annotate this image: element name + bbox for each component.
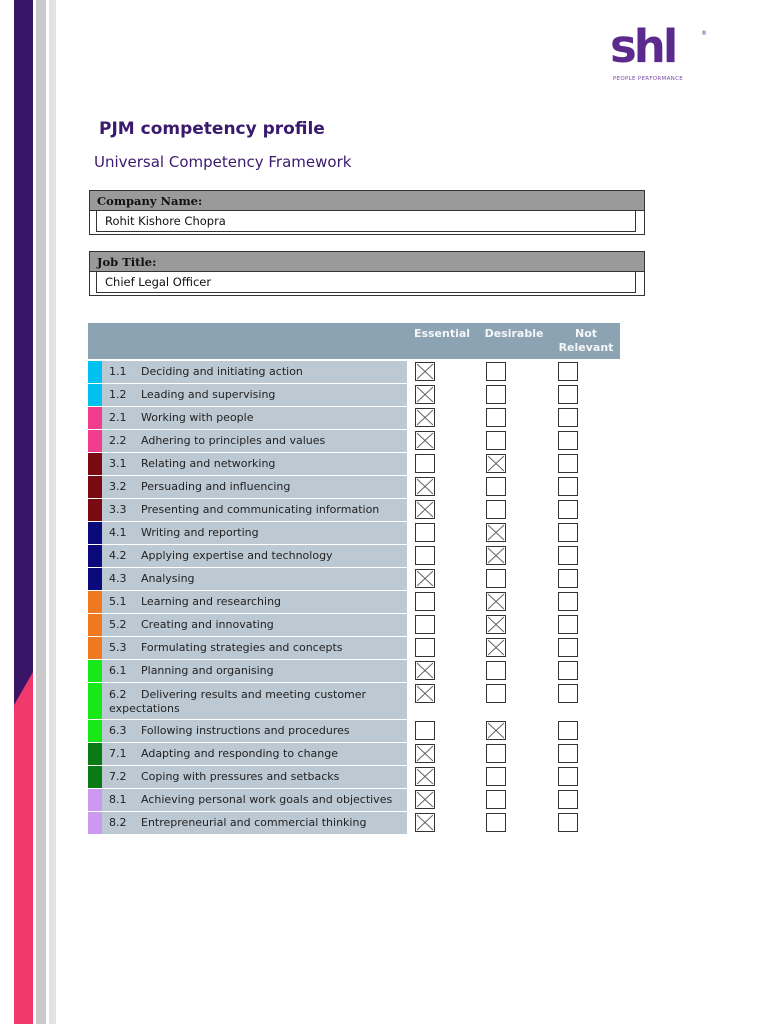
checked-cross-icon: [416, 432, 434, 449]
competency-name: Creating and innovating: [141, 618, 274, 631]
competency-name: Learning and researching: [141, 595, 282, 608]
competency-name: Formulating strategies and concepts: [141, 641, 343, 654]
checkbox-desirable[interactable]: [486, 744, 506, 763]
competency-name: Achieving personal work goals and objectives: [141, 793, 393, 806]
checked-cross-icon: [416, 745, 434, 762]
competency-label: [109, 641, 343, 655]
competency-row: [88, 660, 407, 682]
checked-cross-icon: [416, 768, 434, 785]
checkbox-essential[interactable]: [415, 454, 435, 473]
competency-cluster-color: [88, 591, 102, 613]
checkbox-not-relevant[interactable]: [558, 454, 578, 473]
checkbox-essential[interactable]: [415, 362, 435, 381]
checkbox-essential[interactable]: [415, 615, 435, 634]
competency-cluster-color: [88, 430, 102, 452]
checkbox-desirable[interactable]: [486, 362, 506, 381]
competency-number: 6.3: [109, 724, 127, 737]
competency-label: [109, 457, 275, 471]
competency-label: [109, 434, 325, 448]
competency-label: [109, 411, 253, 425]
checked-cross-icon: [416, 501, 434, 518]
competency-row: [88, 453, 407, 475]
checkbox-essential[interactable]: [415, 813, 435, 832]
checkbox-desirable[interactable]: [486, 523, 506, 542]
company-name-value[interactable]: Rohit Kishore Chopra: [96, 211, 636, 232]
competency-row: [88, 789, 407, 811]
competency-number: 2.2: [109, 434, 127, 447]
competency-label: [109, 388, 275, 402]
checkbox-desirable[interactable]: [486, 638, 506, 657]
checkbox-not-relevant[interactable]: [558, 408, 578, 427]
checkbox-desirable[interactable]: [486, 721, 506, 740]
competency-label: [109, 595, 281, 609]
competency-name: Adapting and responding to change: [141, 747, 339, 760]
checkbox-not-relevant[interactable]: [558, 744, 578, 763]
competency-cluster-color: [88, 812, 102, 834]
competency-number: 7.2: [109, 770, 127, 783]
checkbox-desirable[interactable]: [486, 790, 506, 809]
checked-cross-icon: [487, 455, 505, 472]
checkbox-desirable[interactable]: [486, 569, 506, 588]
competency-row: [88, 720, 407, 742]
checkbox-not-relevant[interactable]: [558, 523, 578, 542]
column-header-essential: Essential: [413, 327, 471, 340]
checkbox-not-relevant[interactable]: [558, 790, 578, 809]
competency-name: Adhering to principles and values: [141, 434, 326, 447]
checkbox-essential[interactable]: [415, 744, 435, 763]
competency-number: 5.1: [109, 595, 127, 608]
logo-tagline: PEOPLE PERFORMANCE: [613, 76, 683, 82]
checkbox-desirable[interactable]: [486, 661, 506, 680]
competency-number: 8.2: [109, 816, 127, 829]
checked-cross-icon: [416, 662, 434, 679]
checkbox-desirable[interactable]: [486, 684, 506, 703]
checkbox-essential[interactable]: [415, 638, 435, 657]
competency-label: [109, 549, 333, 563]
competency-name: Applying expertise and technology: [141, 549, 333, 562]
page-title: PJM competency profile: [99, 119, 325, 139]
competency-cluster-color: [88, 614, 102, 636]
checkbox-not-relevant[interactable]: [558, 638, 578, 657]
competency-number: 6.2: [109, 688, 127, 701]
checkbox-desirable[interactable]: [486, 477, 506, 496]
competency-label: [109, 793, 392, 807]
checked-cross-icon: [416, 791, 434, 808]
column-header-desirable: Desirable: [484, 327, 544, 340]
competency-cluster-color: [88, 789, 102, 811]
checked-cross-icon: [416, 814, 434, 831]
competency-cluster-color: [88, 476, 102, 498]
company-name-field: [89, 190, 645, 235]
competency-number: 4.2: [109, 549, 127, 562]
checkbox-essential[interactable]: [415, 477, 435, 496]
checkbox-not-relevant[interactable]: [558, 661, 578, 680]
checkbox-not-relevant[interactable]: [558, 813, 578, 832]
logo-registered-mark: ®: [701, 30, 707, 37]
competency-row: [88, 545, 407, 567]
checked-cross-icon: [416, 685, 434, 702]
competency-number: 2.1: [109, 411, 127, 424]
checkbox-not-relevant[interactable]: [558, 362, 578, 381]
competency-number: 3.3: [109, 503, 127, 516]
competency-number: 3.1: [109, 457, 127, 470]
checkbox-essential[interactable]: [415, 385, 435, 404]
checkbox-not-relevant[interactable]: [558, 767, 578, 786]
competency-number: 3.2: [109, 480, 127, 493]
competency-label: [109, 770, 339, 784]
competency-row: [88, 522, 407, 544]
competency-row: [88, 683, 407, 719]
competency-name: Planning and organising: [141, 664, 274, 677]
competency-number: 1.2: [109, 388, 127, 401]
job-title-label: Job Title:: [90, 252, 644, 272]
competency-row: [88, 812, 407, 834]
competency-name: Deciding and initiating action: [141, 365, 303, 378]
checkbox-essential[interactable]: [415, 767, 435, 786]
checkbox-essential[interactable]: [415, 523, 435, 542]
table-header: [88, 323, 620, 359]
checkbox-essential[interactable]: [415, 790, 435, 809]
checkbox-desirable[interactable]: [486, 546, 506, 565]
column-header-not-relevant: [552, 327, 620, 355]
checkbox-not-relevant[interactable]: [558, 592, 578, 611]
competency-label: [109, 526, 259, 540]
competency-cluster-color: [88, 637, 102, 659]
competency-label: [109, 816, 366, 830]
competency-label: [109, 618, 274, 632]
competency-cluster-color: [88, 720, 102, 742]
competency-label: [109, 572, 195, 586]
checkbox-not-relevant[interactable]: [558, 477, 578, 496]
competency-cluster-color: [88, 660, 102, 682]
checked-cross-icon: [416, 478, 434, 495]
competency-row: [88, 568, 407, 590]
checkbox-not-relevant[interactable]: [558, 385, 578, 404]
competency-name: Delivering results and meeting customer: [141, 688, 367, 701]
competency-name: Entrepreneurial and commercial thinking: [141, 816, 367, 829]
company-name-label: Company Name:: [90, 191, 644, 211]
checkbox-desirable[interactable]: [486, 454, 506, 473]
competency-cluster-color: [88, 384, 102, 406]
competency-number: 5.3: [109, 641, 127, 654]
competency-name: Coping with pressures and setbacks: [141, 770, 340, 783]
checked-cross-icon: [487, 524, 505, 541]
competency-cluster-color: [88, 766, 102, 788]
competency-name: Persuading and influencing: [141, 480, 291, 493]
checked-cross-icon: [487, 639, 505, 656]
competency-name: Analysing: [141, 572, 195, 585]
competency-name: Relating and networking: [141, 457, 276, 470]
job-title-field: [89, 251, 645, 296]
competency-number: 8.1: [109, 793, 127, 806]
competency-number: 4.3: [109, 572, 127, 585]
checkbox-desirable[interactable]: [486, 408, 506, 427]
checked-cross-icon: [487, 722, 505, 739]
competency-row: [88, 407, 407, 429]
checkbox-desirable[interactable]: [486, 431, 506, 450]
checkbox-essential[interactable]: [415, 592, 435, 611]
checkbox-desirable[interactable]: [486, 813, 506, 832]
page-subtitle: Universal Competency Framework: [94, 153, 352, 171]
job-title-value[interactable]: Chief Legal Officer: [96, 272, 636, 293]
checkbox-essential[interactable]: [415, 569, 435, 588]
competency-cluster-color: [88, 499, 102, 521]
competency-cluster-color: [88, 545, 102, 567]
competency-row: [88, 766, 407, 788]
competency-cluster-color: [88, 453, 102, 475]
checked-cross-icon: [487, 616, 505, 633]
competency-number: 4.1: [109, 526, 127, 539]
logo-wordmark: shl: [610, 20, 676, 73]
checkbox-essential[interactable]: [415, 431, 435, 450]
competency-cluster-color: [88, 743, 102, 765]
competency-name-continued: expectations: [109, 702, 180, 715]
competency-cluster-color: [88, 568, 102, 590]
checkbox-not-relevant[interactable]: [558, 684, 578, 703]
checkbox-essential[interactable]: [415, 546, 435, 565]
competency-label: [109, 480, 290, 494]
checkbox-not-relevant[interactable]: [558, 721, 578, 740]
checkbox-essential[interactable]: [415, 721, 435, 740]
competency-row: [88, 384, 407, 406]
competency-label: [109, 664, 274, 678]
checkbox-not-relevant[interactable]: [558, 500, 578, 519]
checkbox-not-relevant[interactable]: [558, 615, 578, 634]
checkbox-not-relevant[interactable]: [558, 546, 578, 565]
checkbox-essential[interactable]: [415, 500, 435, 519]
competency-cluster-color: [88, 361, 102, 383]
checked-cross-icon: [487, 593, 505, 610]
checkbox-desirable[interactable]: [486, 592, 506, 611]
checked-cross-icon: [487, 547, 505, 564]
checkbox-essential[interactable]: [415, 408, 435, 427]
decorative-stripe-light-grey: [49, 0, 56, 1024]
competency-name: Writing and reporting: [141, 526, 259, 539]
column-header-not-relevant-line1: Not: [574, 327, 598, 340]
checked-cross-icon: [416, 409, 434, 426]
checkbox-desirable[interactable]: [486, 385, 506, 404]
checked-cross-icon: [416, 570, 434, 587]
competency-row: [88, 430, 407, 452]
competency-row: [88, 499, 407, 521]
checkbox-not-relevant[interactable]: [558, 431, 578, 450]
competency-cluster-color: [88, 522, 102, 544]
competency-label: [109, 503, 379, 517]
competency-row: [88, 637, 407, 659]
competency-cluster-color: [88, 683, 102, 719]
checked-cross-icon: [416, 363, 434, 380]
checkbox-essential[interactable]: [415, 684, 435, 703]
competency-name: Working with people: [141, 411, 254, 424]
competency-row: [88, 591, 407, 613]
shl-logo: [610, 20, 710, 88]
checkbox-essential[interactable]: [415, 661, 435, 680]
checkbox-desirable[interactable]: [486, 500, 506, 519]
decorative-stripe-grey: [36, 0, 46, 1024]
competency-number: 7.1: [109, 747, 127, 760]
checkbox-desirable[interactable]: [486, 767, 506, 786]
checkbox-desirable[interactable]: [486, 615, 506, 634]
competency-row: [88, 361, 407, 383]
competency-row: [88, 476, 407, 498]
competency-name: Leading and supervising: [141, 388, 276, 401]
competency-label: [109, 365, 303, 379]
competency-label: [109, 747, 338, 761]
competency-name: Presenting and communicating information: [141, 503, 380, 516]
competency-row: [88, 743, 407, 765]
checked-cross-icon: [416, 386, 434, 403]
competency-row: [88, 614, 407, 636]
competency-label: [109, 688, 366, 716]
checkbox-not-relevant[interactable]: [558, 569, 578, 588]
competency-name: Following instructions and procedures: [141, 724, 350, 737]
competency-label: [109, 724, 350, 738]
competency-number: 5.2: [109, 618, 127, 631]
competency-number: 1.1: [109, 365, 127, 378]
competency-cluster-color: [88, 407, 102, 429]
column-header-not-relevant-line2: Relevant: [558, 341, 614, 354]
competency-number: 6.1: [109, 664, 127, 677]
